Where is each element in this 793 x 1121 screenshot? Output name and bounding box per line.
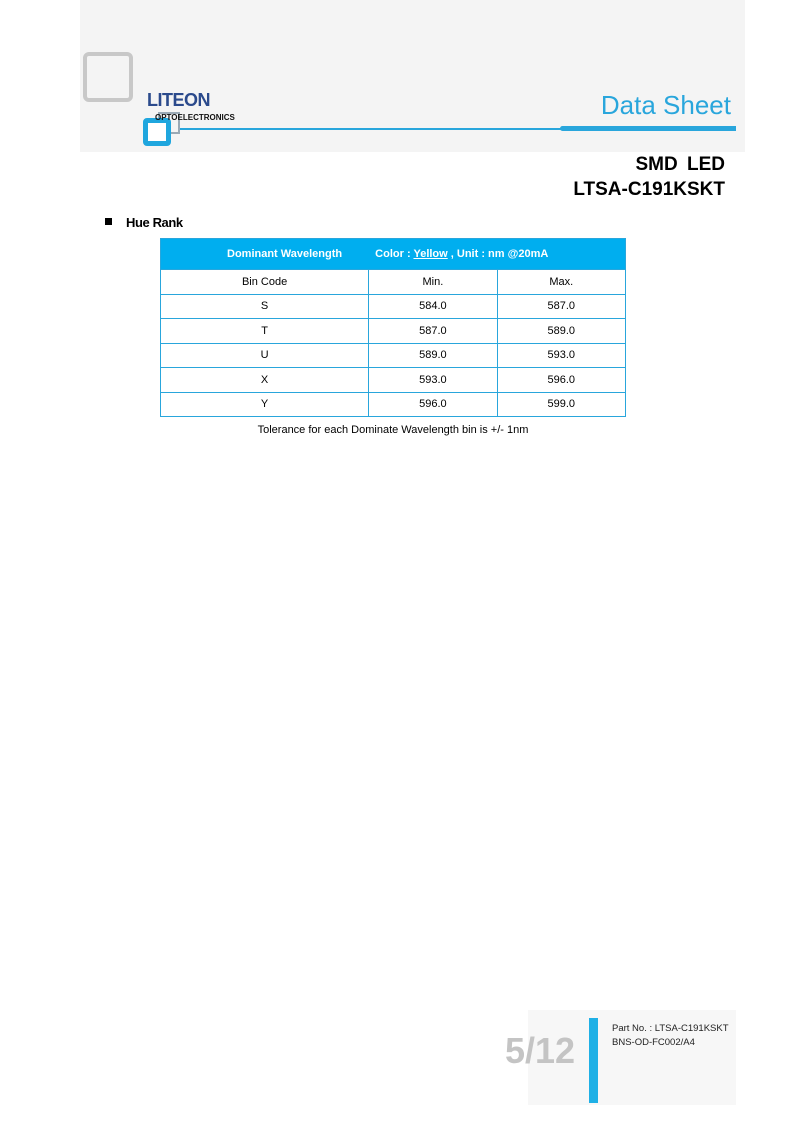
section-heading [105, 215, 183, 230]
doc-type-title: Data Sheet [600, 90, 731, 120]
column-header-row [161, 270, 626, 295]
max-cell: 587.0 [497, 294, 625, 319]
table-title-left: Dominant Wavelength [227, 248, 343, 260]
logo-blue-square-icon [143, 118, 171, 146]
unit-label: , Unit : nm @20mA [447, 248, 549, 260]
bin-code-cell: Y [161, 392, 369, 417]
max-cell: 596.0 [497, 368, 625, 393]
tolerance-note: Tolerance for each Dominate Wavelength bin is +/- 1nm [257, 424, 529, 436]
product-type: SMD LED [635, 154, 725, 175]
table-title-right [375, 248, 548, 260]
bin-code-cell: U [161, 343, 369, 368]
page-number: 5/12 [505, 1030, 576, 1071]
brand-logo: LITEON [147, 90, 210, 110]
hue-rank-table [160, 238, 626, 417]
footer-accent-bar [589, 1018, 598, 1103]
bin-code-cell: S [161, 294, 369, 319]
bullet-icon [105, 218, 112, 225]
column-header: Bin Code [161, 270, 369, 295]
table-row [161, 392, 626, 417]
bin-code-cell: T [161, 319, 369, 344]
table-row [161, 294, 626, 319]
brand-subtitle: OPTOELECTRONICS [155, 113, 235, 122]
table-title-row [161, 239, 626, 270]
min-cell: 593.0 [369, 368, 497, 393]
column-header: Min. [369, 270, 497, 295]
color-value: Yellow [413, 248, 448, 260]
min-cell: 584.0 [369, 294, 497, 319]
table-row [161, 368, 626, 393]
logo-gray-square-icon [83, 52, 133, 102]
header-rule-accent [560, 126, 736, 131]
section-title: Hue Rank [126, 215, 183, 230]
max-cell: 589.0 [497, 319, 625, 344]
min-cell: 589.0 [369, 343, 497, 368]
max-cell: 593.0 [497, 343, 625, 368]
table-row [161, 343, 626, 368]
column-header: Max. [497, 270, 625, 295]
min-cell: 587.0 [369, 319, 497, 344]
table-title-cell [161, 239, 626, 270]
max-cell: 599.0 [497, 392, 625, 417]
color-label: Color : [375, 248, 414, 260]
min-cell: 596.0 [369, 392, 497, 417]
product-part-number: LTSA-C191KSKT [573, 179, 725, 200]
footer-part-number: Part No. : LTSA-C191KSKT [612, 1023, 729, 1034]
footer-doc-code: BNS-OD-FC002/A4 [612, 1037, 695, 1048]
bin-code-cell: X [161, 368, 369, 393]
table-row [161, 319, 626, 344]
